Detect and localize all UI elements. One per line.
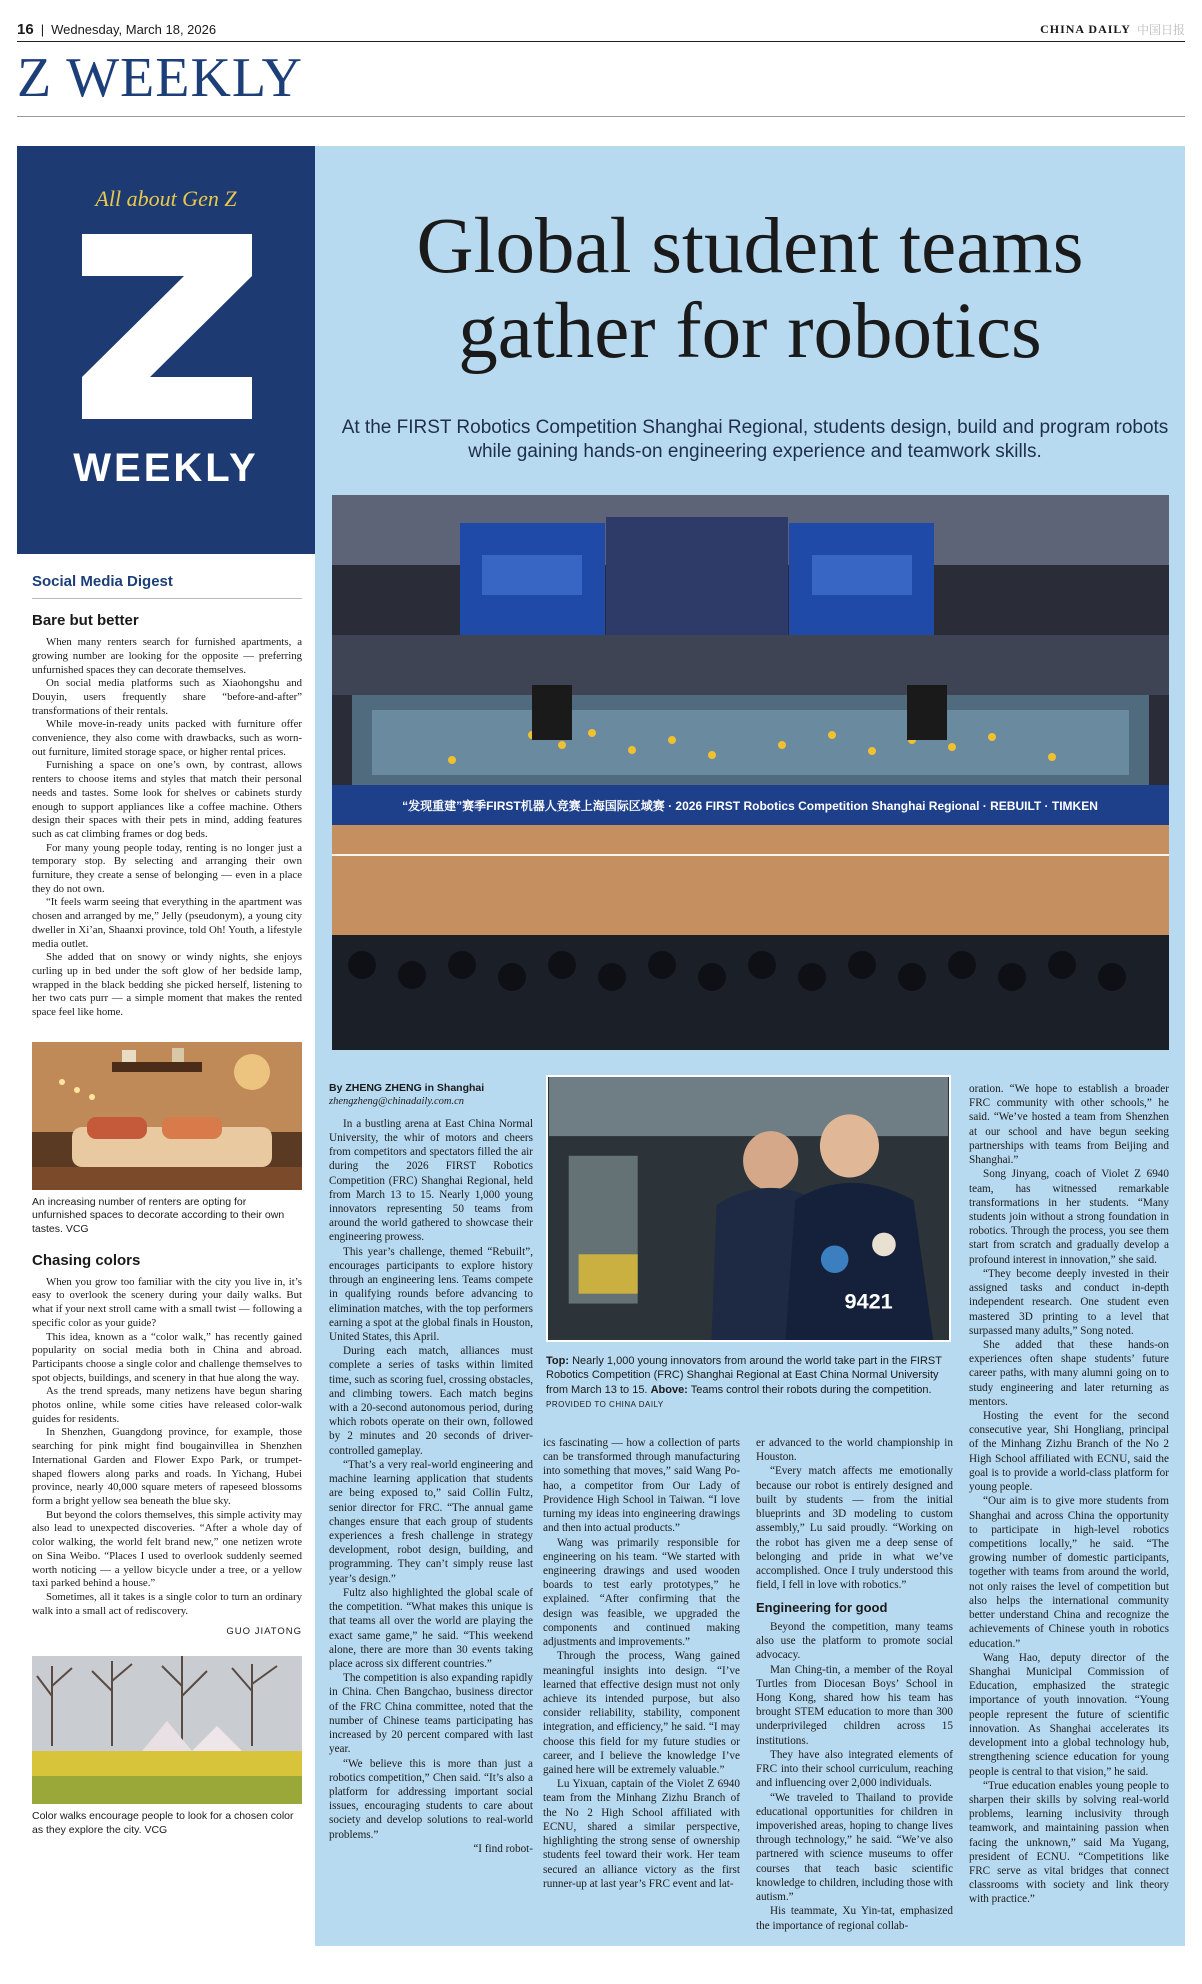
big-z-logo-icon <box>82 234 252 419</box>
article-paragraph: Man Ching-tin, a member of the Royal Turtles from Diocesan Boys’ School in Hong Kong, shared how his team has brought STEM education to more than 300 underprivileged children across 15 institutions. <box>756 1663 953 1747</box>
article-paragraph: “We believe this is more than just a robotics competition,” Chen said. “It’s also a platform for addressing important social issues, encouraging students to care about society and develop solutions to real-world problems.” <box>329 1757 533 1841</box>
paper-name: CHINA DAILY <box>1040 22 1131 36</box>
article-column-1 <box>329 1082 533 1856</box>
caption-label: Above: <box>650 1383 688 1396</box>
story-heading: Bare but better <box>32 612 139 630</box>
page-number: 16 <box>17 21 34 38</box>
paper-name-chinese: 中国日报 <box>1136 23 1185 37</box>
jersey-number: 9421 <box>844 1288 893 1314</box>
article-headline <box>320 205 1180 374</box>
article-byline: By ZHENG ZHENG in Shanghai <box>329 1082 485 1094</box>
article-column-3 <box>756 1436 953 1933</box>
story-paragraph: While move-in-ready units packed with furniture offer convenience, they also come with drawbacks, such as worn-out furniture, limited storage space, or higher rental prices. <box>32 718 302 758</box>
section-title: Social Media Digest <box>32 556 302 599</box>
article-paragraph: ics fascinating — how a collection of parts can be transformed through manufacturing into something that moves,” said Wang Po-hao, a competitor from Our Lady of Providence High School in Taiwan. “I love turning my ideas into engineering drawings and then into actual products.” <box>543 1437 740 1535</box>
bedroom-photo <box>32 1042 302 1190</box>
caption-text: Teams control their robots during the competition. <box>690 1383 932 1396</box>
author-email: zhengzheng@chinadaily.com.cn <box>329 1096 465 1108</box>
story-paragraph: But beyond the colors themselves, this simple activity may also lead to unexpected discoveries. “After a whole day of color walking, the world felt brand new,” one netizen wrote on Sina Weibo. “Places I used to overlook suddenly seemed worth noticing — a yellow bicycle under a tree, or a yellow taxi parked behind a house.” <box>32 1508 302 1590</box>
article-paragraph: “They become deeply invested in their assigned tasks and conduct in-depth independent research. One student even mastered 3D printing to a level that surpassed many adults,” Song noted. <box>969 1267 1169 1337</box>
article-paragraph: The competition is also expanding rapidly in China. Chen Bangchao, business director of the FRC China committee, noted that the number of Chinese teams participating has increased by 20 percent compared with last year. <box>329 1672 533 1756</box>
article-paragraph: “True education enables young people to sharpen their skills by solving real-world problems, learning inclusivity through teamwork, and maintaining passion when facing the unknown,” said Ma Yugang, president of ECNU. “Competitions like FRC serve as vital bridges that connect classrooms with society and link theory with practice.” <box>969 1779 1169 1906</box>
article-paragraph: His teammate, Xu Yin-tat, emphasized the importance of regional collab- <box>756 1905 953 1932</box>
story-paragraph: On social media platforms such as Xiaohongshu and Douyin, users frequently share “before-and-after” transformations of their rentals. <box>32 677 302 717</box>
issue-date: Wednesday, March 18, 2026 <box>51 22 217 37</box>
article-paragraph: er advanced to the world championship in Houston. <box>756 1437 953 1464</box>
page-header <box>17 18 1185 42</box>
article-paragraph: oration. “We hope to establish a broader FRC community with other schools,” he said. “We’ve hosted a team from Shenzhen at our school and have begun seeking partnerships with teams from Beijing and Shanghai.” <box>969 1083 1169 1167</box>
article-paragraph: “That’s a very real-world engineering and machine learning application that students are being exposed to,” said Collin Fultz, senior director for FRC. “The annual game changes ensure that each group of students experiences a fresh challenge in strategy development, robot design, building, and programming. They can’t simply reuse last year’s design.” <box>329 1458 533 1585</box>
story-paragraph: Furnishing a space on one’s own, by contrast, allows renters to choose items and styles that match their personal needs and tastes. Some look for shelves or cabinets sturdy enough to support appliances like a coffee machine. Others design their spaces with their pets in mind, adding features such as cat climbing frames or dog beds. <box>32 759 302 840</box>
arena-banner-text: “发现重建”赛季FIRST机器人竞赛上海国际区域赛 · 2026 FIRST Robotics Competition Shanghai Regional · REBUILT · TIMKEN <box>402 799 1098 813</box>
story-paragraph: Sometimes, all it takes is a single color to turn an ordinary walk into a small act of rediscovery. <box>32 1590 302 1617</box>
z-weekly-logo-box <box>17 146 315 554</box>
photo-caption: An increasing number of renters are opting for unfurnished spaces to decorate according to their own tastes. VCG <box>32 1195 285 1236</box>
article-paragraph: Hosting the event for the second consecutive year, Shi Hongliang, principal of the Minhang Zizhu Branch of the No 2 High School affiliated with ECNU, said the goal is to provide a world-class platform for young people. <box>969 1410 1169 1494</box>
article-paragraph: Through the process, Wang gained meaningful insights into design. “I’ve learned that effective design must not only achieve its intended purpose, but also consider reliability, stability, component integration, and efficiency,” he said. “I may choose this field for my future studies or career, and I believe the knowledge I’ve gained here will be extremely valuable.” <box>543 1650 740 1777</box>
header-separator: | <box>40 22 45 37</box>
section-masthead: Z WEEKLY <box>17 47 303 109</box>
article-paragraph: This year’s challenge, themed “Rebuilt”, encourages participants to explore history through an engineering lens. Teams compete in qualifying rounds before advancing to elimination matches, with the top performers earning a spot at the global finals in Houston, United States, this April. <box>329 1245 533 1343</box>
article-paragraph: “We traveled to Thailand to provide educational opportunities for children in impoverished areas, hoping to change lives through technology,” he said. “We’ve also partnered with science museums to offer courses that teach basic scientific knowledge to children, including those with autism.” <box>756 1791 953 1904</box>
logo-word: WEEKLY <box>73 446 259 490</box>
article-paragraph: They have also integrated elements of FRC into their school curriculum, reaching and influencing over 2,000 individuals. <box>756 1748 953 1790</box>
flower-field-photo <box>32 1656 302 1804</box>
photo-credit: PROVIDED TO CHINA DAILY <box>546 1399 664 1409</box>
article-column-2 <box>543 1436 740 1891</box>
article-paragraph: During each match, alliances must complete a series of tasks within limited time, such as scoring fuel, crossing obstacles, and climbing towers. Each match begins with a 20-second autonomous period, during which robots operate on their own, followed by 2 minutes and 20 seconds of driver-controlled gameplay. <box>329 1345 533 1457</box>
headline-line: Global student teams <box>416 203 1084 290</box>
arena-main-photo <box>332 495 1169 1050</box>
photo-caption-main <box>546 1354 956 1411</box>
story-paragraph: In Shenzhen, Guangdong province, for example, those searching for pink might find bougainvillea in Shenzhen International Garden and Flower Expo Park, or trumpet-shaped flowers along parks and roads. In Yichang, Hubei province, nearly 40,000 square meters of rapeseed blossoms form a bright yellow sea beneath the blue sky. <box>32 1426 302 1507</box>
article-deck: At the FIRST Robotics Competition Shanghai Regional, students design, build and program robots while gaining hands-on engineering experience and teamwork skills. <box>341 417 1169 462</box>
masthead-divider <box>17 116 1185 117</box>
story-paragraph: This idea, known as a “color walk,” has recently gained popularity on social media both in China and abroad. Participants choose a single color and challenge themselves to spot objects, buildings, and scenery in that hue along the way. <box>32 1330 302 1384</box>
story-paragraph: As the trend spreads, many netizens have begun sharing photos online, while some cities have released color-walk guides for residents. <box>32 1385 302 1425</box>
article-paragraph: “Every match affects me emotionally because our robot is entirely designed and built by students — from the initial blueprints and 3D modeling to custom assembly,” Lu said proudly. “Working on the robot has given me a deep sense of belonging and pride in what we’ve accomplished. Once I truly understood this field, I fell in love with robotics.” <box>756 1465 953 1592</box>
article-paragraph: “I find robot- <box>473 1842 533 1855</box>
article-paragraph: Lu Yixuan, captain of the Violet Z 6940 team from the Minhang Zizhu Branch of the No 2 High School affiliated with ECNU, shared a similar perspective, highlighting the strong sense of ownership students feel toward their work. Her team secured an alliance victory as the first runner-up at last year’s FRC event and lat- <box>543 1778 740 1890</box>
story-paragraph: She added that on snowy or windy nights, she enjoys curling up in bed under the soft glow of her bedside lamp, wrapped in the black bedding she picked herself, listening to her two cats purr — a simple moment that makes the rented space feel like home. <box>32 951 302 1019</box>
story-paragraph: When many renters search for furnished apartments, a growing number are looking for the opposite — preferring unfurnished spaces they can decorate themselves. <box>32 636 302 676</box>
story-paragraph: When you grow too familiar with the city you live in, it’s easy to overlook the scenery during your daily walks. But what if your next stroll came with a small twist — following a specific color as your guide? <box>32 1275 302 1329</box>
article-column-4 <box>969 1082 1169 1907</box>
article-paragraph: Wang Hao, deputy director of the Shanghai Municipal Commission of Education, emphasized the strategic importance of youth innovation. “Young people represent the future of scientific innovation. As Shanghai accelerates its development into a global technology hub, strengthening science education for young people is central to that vision,” he said. <box>969 1651 1169 1778</box>
story-byline: GUO JIATONG <box>226 1626 302 1638</box>
article-paragraph: Wang was primarily responsible for engineering on his team. “We started with engineering drawings and used wooden boards to test early prototypes,” he explained. “After confirming that the design was feasible, we upgraded the components and continued making adjustments and improvements.” <box>543 1536 740 1649</box>
article-paragraph: “Our aim is to give more students from Shanghai and across China the opportunity to participate in high-level robotics competitions locally,” he said. “The growing number of domestic participants, together with teams from around the world, not only raises the level of competition but also helps the international community better understand China and recognize the achievements of Chinese youth in robotics education.” <box>969 1495 1169 1650</box>
social-media-digest-column <box>32 556 302 1852</box>
story-paragraph: For many young people today, renting is no longer just a temporary stop. By selecting and arranging their own furniture, they create a sense of belonging — even in a place they do not own. <box>32 841 302 895</box>
caption-text: Nearly 1,000 young innovators from around the world take part in the FIRST Robotics Competition (FRC) Shanghai Regional at East China Normal University from March 13 to 15. <box>546 1355 942 1396</box>
article-paragraph: She added that these hands-on experiences often shape students’ future career paths, with many alumni going on to study engineering and later returning as mentors. <box>969 1338 1169 1408</box>
headline-line: gather for robotics <box>458 287 1042 375</box>
story-paragraph: “It feels warm seeing that everything in the apartment was chosen and arranged by me,” Jelly (pseudonym), a young city dweller in Xi’an, Shaanxi province, told Oh! Youth, a lifestyle media outlet. <box>32 896 302 950</box>
article-paragraph: Beyond the competition, many teams also use the platform to promote social advocacy. <box>756 1620 953 1662</box>
article-paragraph: Fultz also highlighted the global scale of the competition. “What makes this unique is that teams all over the world are playing the exact same game,” he said. “This weekend alone, there are more than 30 events taking place across six different countries.” <box>329 1586 533 1670</box>
photo-caption: Color walks encourage people to look for a chosen color as they explore the city. VCG <box>32 1810 294 1837</box>
story-heading: Chasing colors <box>32 1251 141 1269</box>
students-photo <box>546 1075 951 1342</box>
article-paragraph: Song Jinyang, coach of Violet Z 6940 team, has witnessed remarkable transformations in her students. “Many students join without a strong foundation in robotics. Through the process, you see them start from scratch and gradually develop a profound interest in innovation,” she said. <box>969 1168 1169 1266</box>
caption-label: Top: <box>546 1355 570 1367</box>
subheading: Engineering for good <box>756 1600 888 1616</box>
article-paragraph: In a bustling arena at East China Normal University, the whir of motors and cheers from competitors and spectators filled the air during the 2026 FIRST Robotics Competition (FRC) Shanghai Regional, held from March 13 to 15. Nearly 1,000 young innovators representing 50 teams from around the world gathered to showcase their engineering prowess. <box>329 1117 533 1244</box>
logo-tagline: All about Gen Z <box>95 186 237 211</box>
